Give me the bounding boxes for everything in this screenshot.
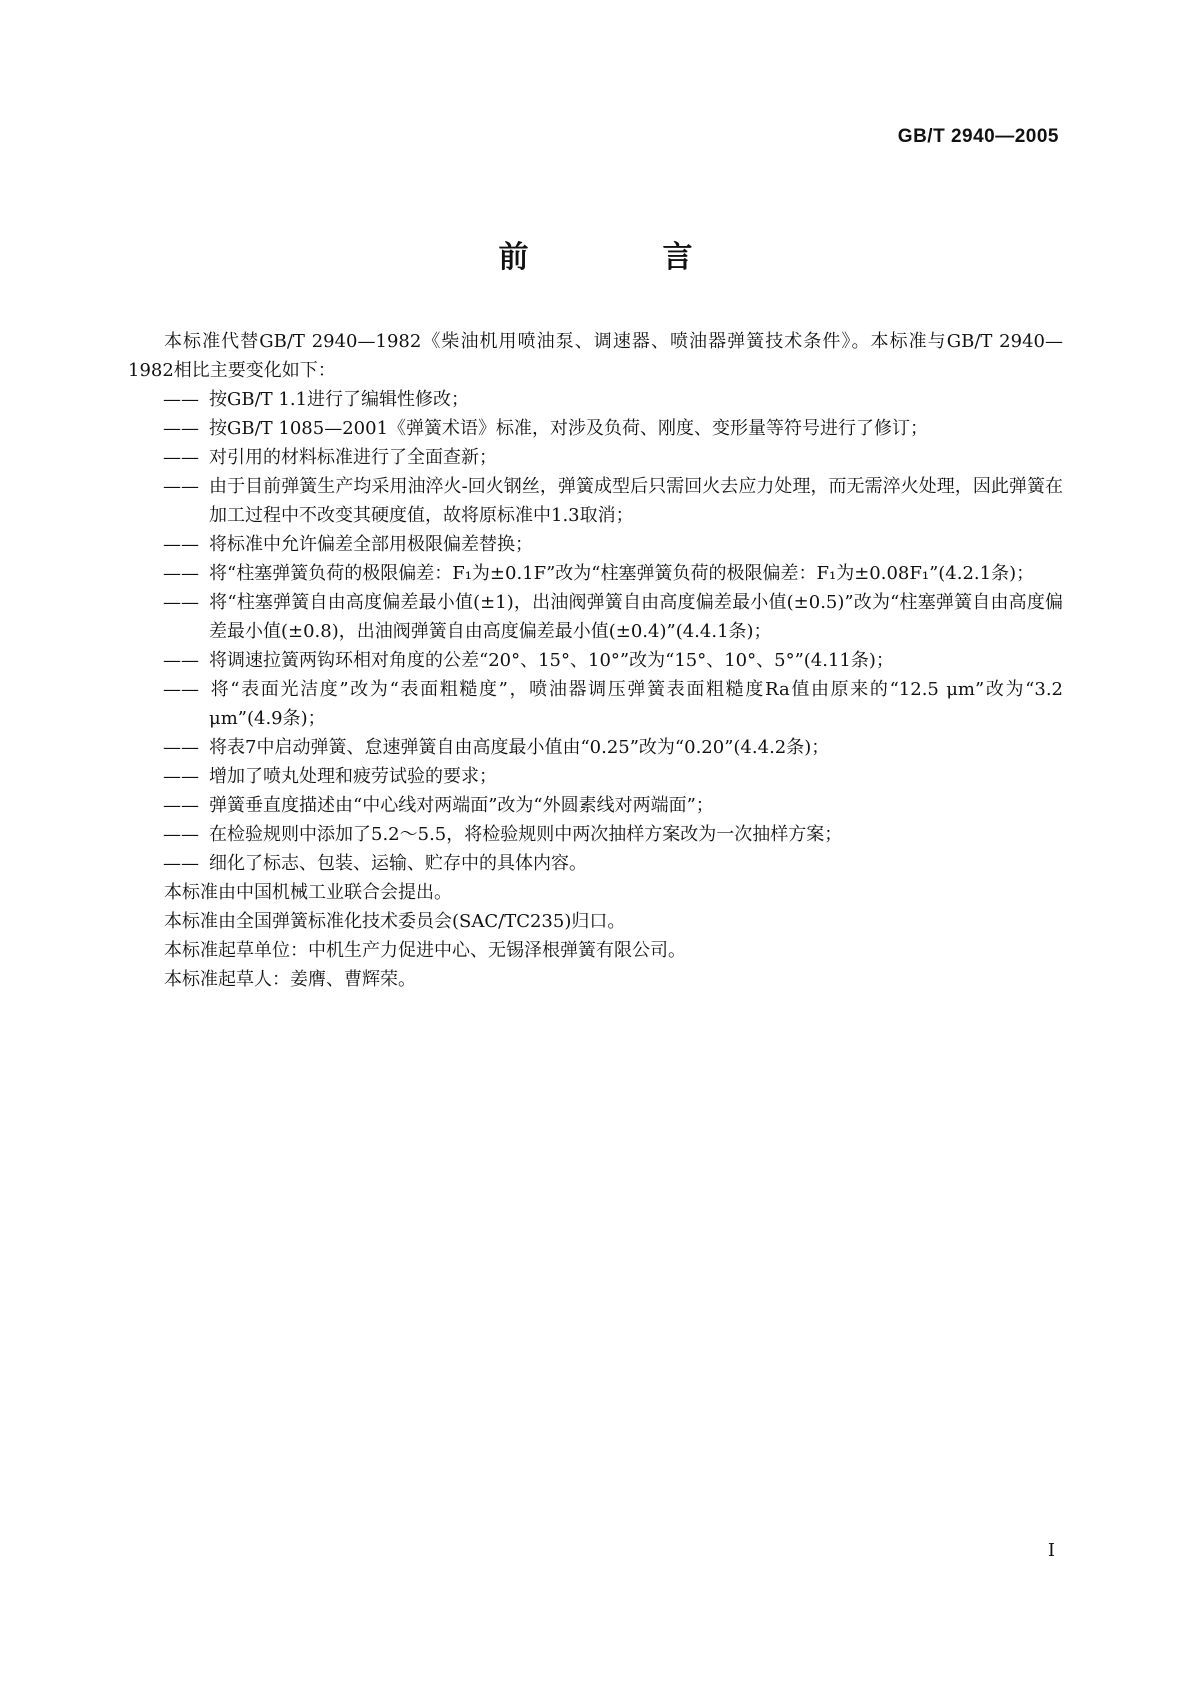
change-item	[128, 849, 1063, 878]
dash-marker: ——	[163, 563, 199, 584]
change-item-text: 将“表面光洁度”改为“表面粗糙度”，喷油器调压弹簧表面粗糙度Ra值由原来的“12.5 μm”改为“3.2 μm”(4.9条)；	[209, 679, 1063, 729]
dash-marker: ——	[163, 853, 199, 874]
dash-marker: ——	[163, 389, 199, 410]
dash-marker: ——	[163, 476, 199, 497]
change-item-text: 将“柱塞弹簧自由高度偏差最小值(±1)，出油阀弹簧自由高度偏差最小值(±0.5)”改为“柱塞弹簧自由高度偏差最小值(±0.8)，出油阀弹簧自由高度偏差最小值(±0.4)”(4.4.1条)；	[209, 592, 1063, 642]
change-item-text: 在检验规则中添加了5.2～5.5，将检验规则中两次抽样方案改为一次抽样方案；	[209, 824, 843, 845]
proposer-statement: 本标准由中国机械工业联合会提出。	[164, 882, 452, 903]
change-item-text: 弹簧垂直度描述由“中心线对两端面”改为“外圆素线对两端面”；	[209, 795, 714, 816]
change-item	[128, 646, 1063, 675]
change-item	[128, 443, 1063, 472]
change-item-text: 细化了标志、包装、运输、贮存中的具体内容。	[209, 853, 587, 874]
change-item	[128, 472, 1063, 530]
dash-marker: ——	[163, 650, 199, 671]
page-title: 前 言	[498, 240, 745, 275]
change-item-text: 将“柱塞弹簧负荷的极限偏差：F₁为±0.1F”改为“柱塞弹簧负荷的极限偏差：F₁为±0.08F₁”(4.2.1条)；	[209, 563, 1035, 584]
dash-marker: ——	[163, 592, 199, 613]
change-item	[128, 733, 1063, 762]
dash-marker: ——	[163, 766, 199, 787]
page-number: I	[1047, 1540, 1055, 1561]
drafting-unit-statement: 本标准起草单位：中机生产力促进中心、无锡泽根弹簧有限公司。	[164, 940, 686, 961]
change-item	[128, 414, 1063, 443]
change-item-text: 对引用的材料标准进行了全面查新；	[209, 447, 497, 468]
change-item	[128, 791, 1063, 820]
foreword-body	[128, 327, 1063, 994]
change-item	[128, 820, 1063, 849]
dash-marker: ——	[163, 447, 199, 468]
change-item-text: 将标准中允许偏差全部用极限偏差替换；	[209, 534, 533, 555]
dash-marker: ——	[163, 795, 199, 816]
change-item-text: 将调速拉簧两钩环相对角度的公差“20°、15°、10°”改为“15°、10°、5°”(4.11条)；	[209, 650, 894, 671]
standard-code: GB/T 2940—2005	[897, 126, 1059, 147]
intro-paragraph: 本标准代替GB/T 2940—1982《柴油机用喷油泵、调速器、喷油器弹簧技术条件》。本标准与GB/T 2940—1982相比主要变化如下：	[128, 331, 1063, 381]
change-item-text: 由于目前弹簧生产均采用油淬火-回火钢丝，弹簧成型后只需回火去应力处理，而无需淬火处理，因此弹簧在加工过程中不改变其硬度值，故将原标准中1.3取消；	[209, 476, 1063, 526]
committee-statement: 本标准由全国弹簧标准化技术委员会(SAC/TC235)归口。	[164, 911, 626, 932]
dash-marker: ——	[163, 737, 199, 758]
change-item	[128, 588, 1063, 646]
change-item	[128, 530, 1063, 559]
change-item-text: 按GB/T 1.1进行了编辑性修改；	[209, 389, 470, 410]
dash-marker: ——	[163, 824, 199, 845]
change-item	[128, 559, 1063, 588]
dash-marker: ——	[163, 418, 199, 439]
change-item-text: 将表7中启动弹簧、怠速弹簧自由高度最小值由“0.25”改为“0.20”(4.4.2条)；	[209, 737, 830, 758]
change-item	[128, 385, 1063, 414]
dash-marker: ——	[163, 679, 199, 700]
drafters-statement: 本标准起草人：姜膺、曹辉荣。	[164, 969, 416, 990]
change-item-text: 按GB/T 1085—2001《弹簧术语》标准，对涉及负荷、刚度、变形量等符号进行了修订；	[209, 418, 929, 439]
change-item-text: 增加了喷丸处理和疲劳试验的要求；	[209, 766, 497, 787]
dash-marker: ——	[163, 534, 199, 555]
change-item	[128, 675, 1063, 733]
change-item	[128, 762, 1063, 791]
